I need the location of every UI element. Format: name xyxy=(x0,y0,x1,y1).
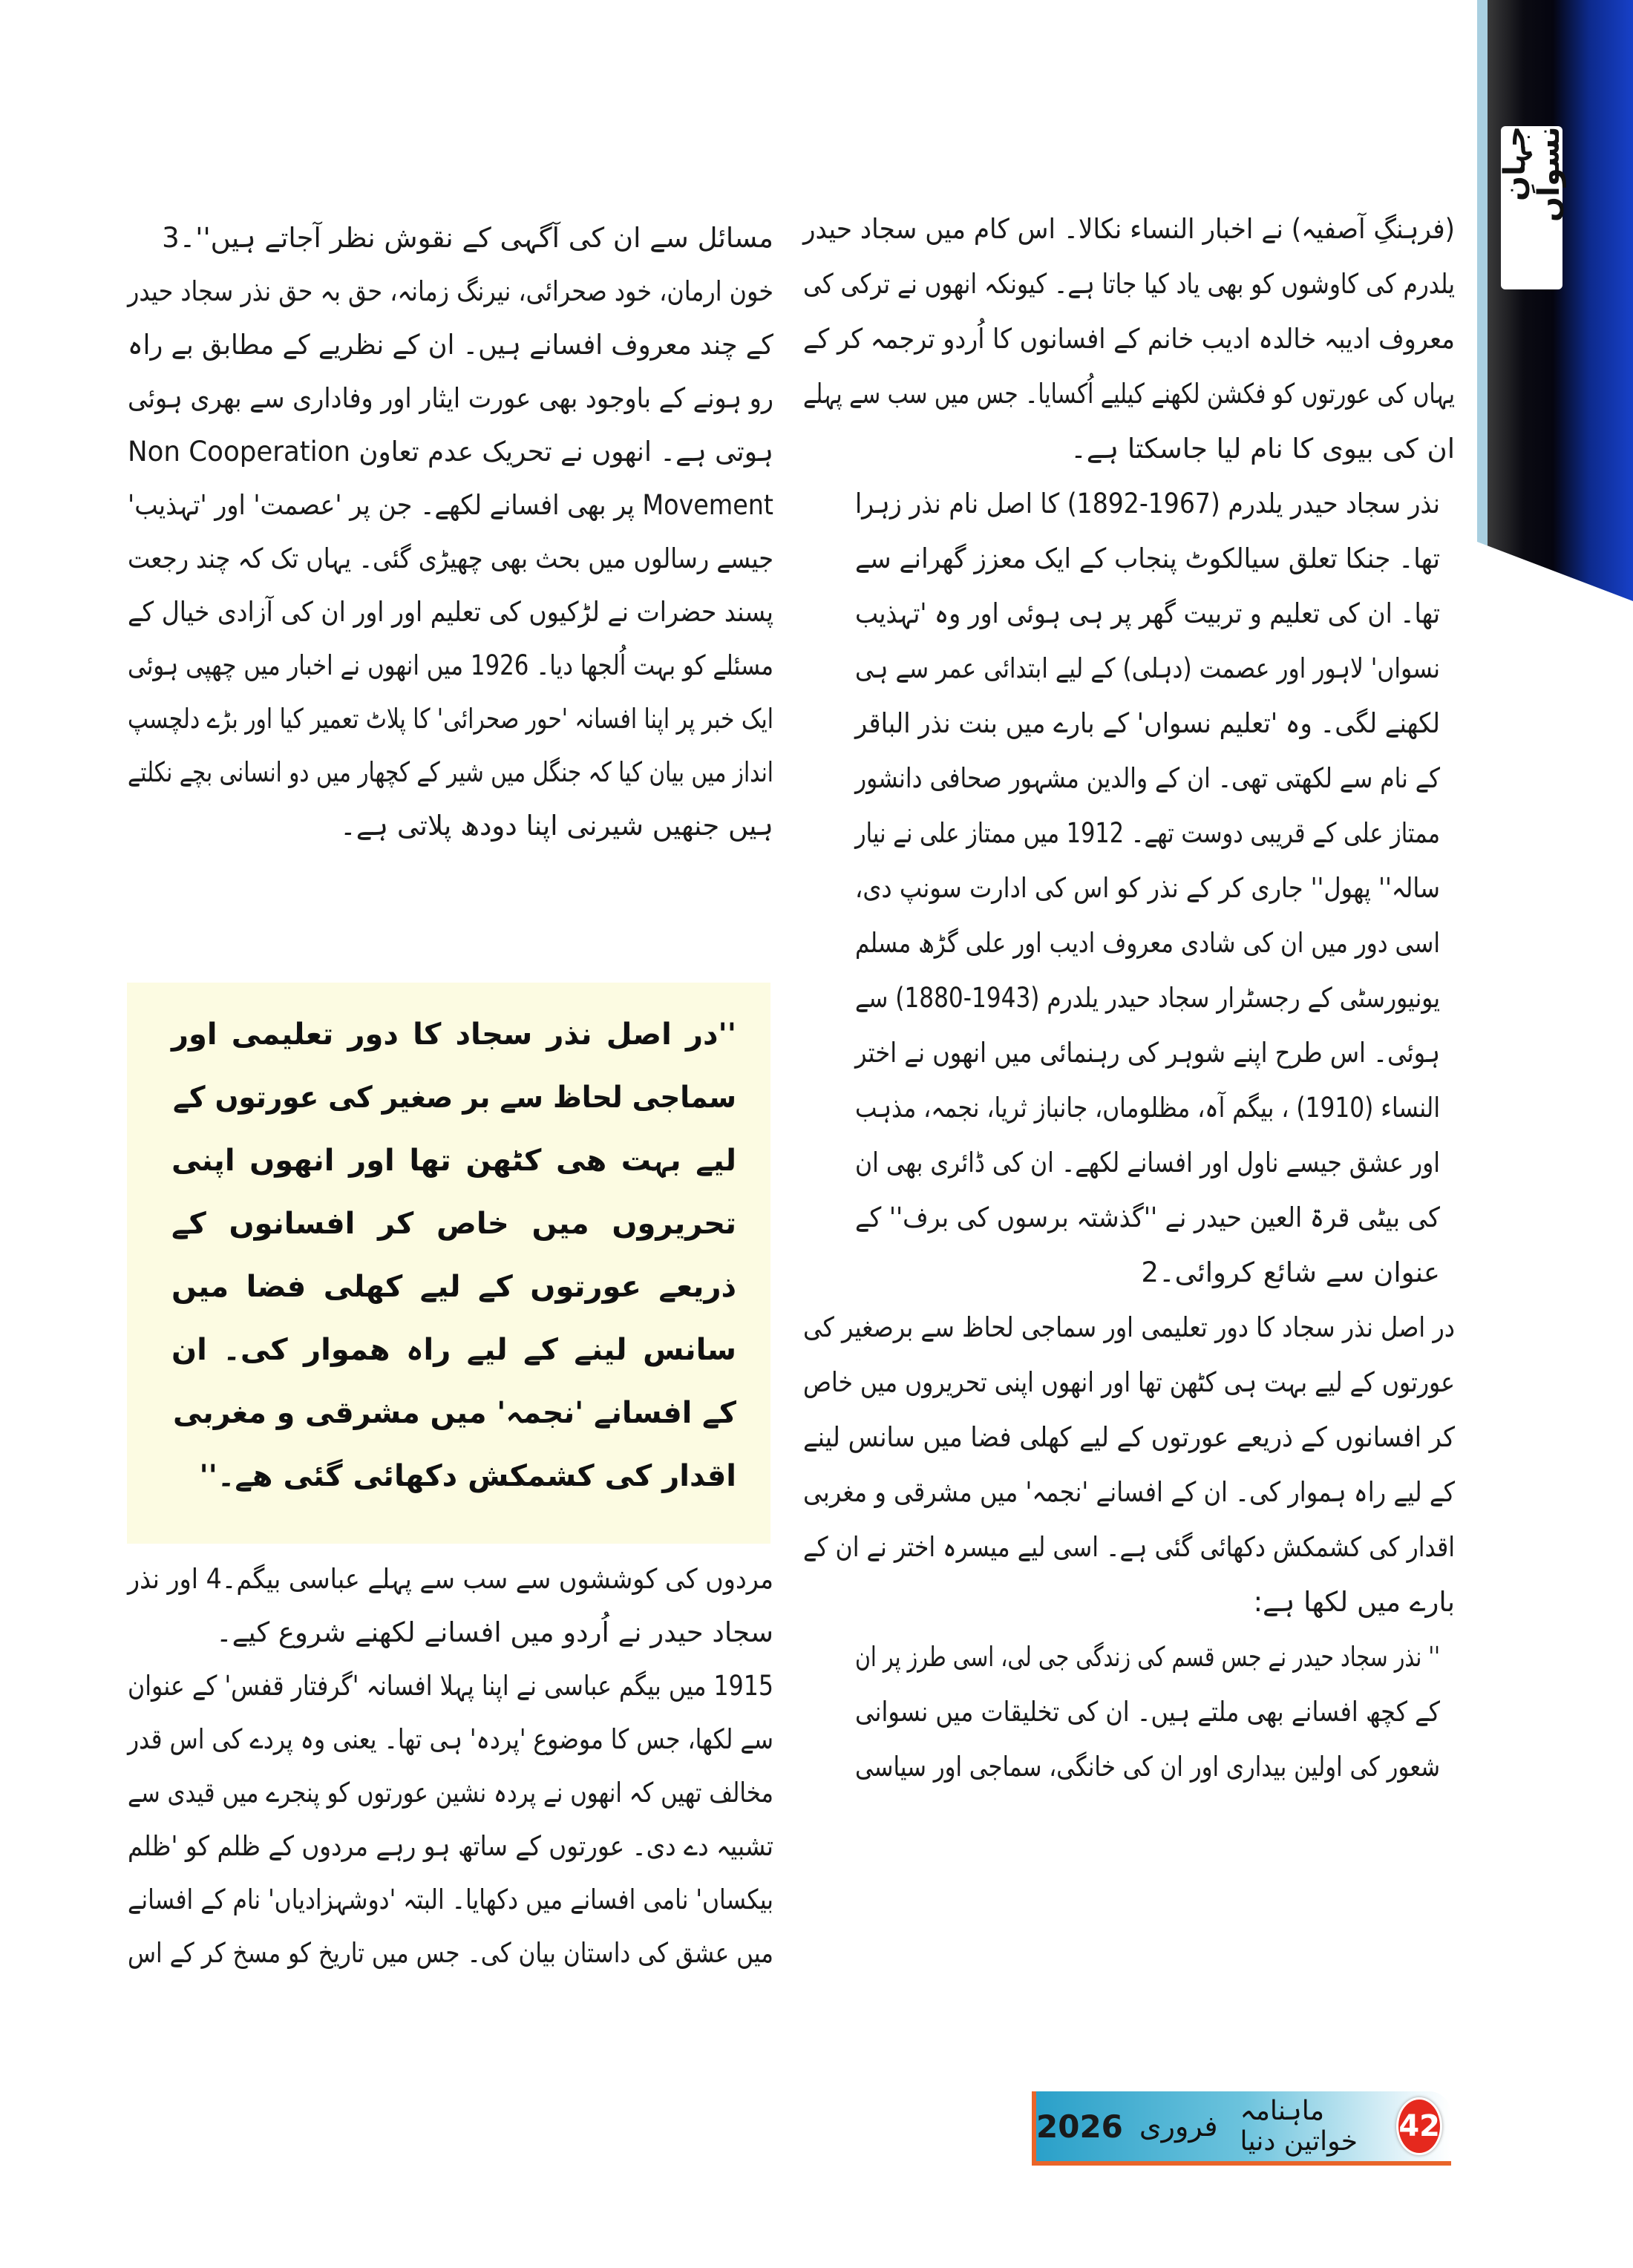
text-line: نسواں' لاہور اور عصمت (دہلی) کے لیے ابتدائی عمر سے ہی xyxy=(855,652,1440,684)
text-line: نذر سجاد حیدر یلدرم (1967-1892) کا اصل نام نذر زہرا xyxy=(854,488,1440,520)
pull-quote-line: اقدار کی کشمکش دکھائی گئی ھے۔'' xyxy=(199,1459,736,1493)
text-line: ایک خبر پر اپنا افسانہ 'حور صحرائی' کا پلاٹ تعمیر کیا اور بڑے دلچسپ xyxy=(128,703,774,735)
text-line: انداز میں بیان کیا کہ جنگل میں شیر کے کچھار میں دو انسانی بچے نکلتے xyxy=(128,756,773,788)
section-tab-banner xyxy=(1477,0,1633,601)
page-footer xyxy=(1032,2091,1451,2166)
text-line: عورتوں کے لیے بہت ہی کٹھن تھا اور انھوں اپنی تحریروں میں خاص xyxy=(802,1366,1455,1398)
text-line: سجاد حیدر نے اُردو میں افسانے لکھنے شروع کیے۔ xyxy=(215,1616,773,1648)
text-line: لکھنے لگی۔ وہ 'تعلیم نسواں' کے بارے میں بنت نذر الباقر xyxy=(854,707,1440,739)
text-line: جیسے رسالوں میں بحث بھی چھیڑی گئی۔ یہاں تک کہ چند رجعت xyxy=(128,543,773,574)
text-line: مسائل سے ان کی آگہی کے نقوش نظر آجاتے ہیں''۔3 xyxy=(162,222,773,254)
section-label xyxy=(1497,126,1566,289)
text-line: ہیں جنھیں شیرنی اپنا دودھ پلاتی ہے۔ xyxy=(340,810,773,842)
footer-month: فروری xyxy=(1139,2110,1218,2143)
text-line: یونیورسٹی کے رجسٹرار سجاد حیدر یلدرم (1943-1880) سے xyxy=(855,982,1440,1014)
text-line: پسند حضرات نے لڑکیوں کی تعلیم اور اور ان کی آزادی خیال کے xyxy=(128,596,773,628)
pull-quote-line: تحریروں میں خاص کر افسانوں کے xyxy=(171,1207,736,1241)
left-column-bottom xyxy=(126,1553,773,1980)
text-line: بیکساں' نامی افسانے میں دکھایا۔ البتہ 'دوشہزادیاں' نام کے افسانے xyxy=(128,1884,774,1915)
text-line: بارے میں لکھا ہے: xyxy=(1253,1586,1455,1618)
text-line: '' نذر سجاد حیدر نے جس قسم کی زندگی جی لی، اسی طرز پر ان xyxy=(855,1641,1440,1673)
text-line: تھا۔ ان کی تعلیم و تربیت گھر پر ہی ہوئی اور وہ 'تہذیب xyxy=(854,597,1440,629)
intro-paragraph xyxy=(802,202,1455,476)
pull-quote-box xyxy=(127,983,770,1544)
text-line: ہوتی ہے۔ انھوں نے تحریک عدم تعاون Non Cooperation xyxy=(127,436,774,468)
text-line: کر افسانوں کے ذریعے عورتوں کے لیے کھلی فضا میں سانس لینے xyxy=(803,1421,1455,1453)
text-line: خون ارمان، خود صحرائی، نیرنگ زمانہ، حق بہ حق نذر سجاد حیدر xyxy=(128,275,773,307)
text-line: اقدار کی کشمکش دکھائی گئی ہے۔ اسی لیے میسرہ اختر نے ان کے xyxy=(802,1531,1455,1563)
text-line: کے کچھ افسانے بھی ملتے ہیں۔ ان کی تخلیقات میں نسوانی xyxy=(854,1696,1440,1728)
right-column xyxy=(802,202,1455,1795)
text-line: مسئلے کو بہت اُلجھا دیا۔ 1926 میں انھوں نے اخبار میں چھپی ہوئی xyxy=(128,649,773,681)
text-line: کی بیٹی قرۃ العین حیدر نے ''گذشتہ برسوں کی برف'' کے xyxy=(855,1202,1440,1233)
text-line: مخالف تھیں کہ انھوں نے پردہ نشین عورتوں کو پنجرے میں قیدی سے xyxy=(127,1777,773,1809)
pull-quote-line: ذریعے عورتوں کے لیے کھلی فضا میں xyxy=(171,1270,736,1304)
section-label-text: جہانِ نسواں xyxy=(1497,126,1566,222)
pull-quote-line: لیے بہت ھی کٹھن تھا اور انھوں اپنی xyxy=(171,1144,736,1178)
text-line: کے نام سے لکھتی تھی۔ ان کے والدین مشہور صحافی دانشور xyxy=(855,762,1440,794)
text-line: شعور کی اولین بیداری اور ان کی خانگی، سماجی اور سیاسی xyxy=(854,1751,1440,1783)
text-line: اسی دور میں ان کی شادی معروف ادیب اور علی گڑھ مسلم xyxy=(854,927,1440,959)
citation-block xyxy=(802,1630,1455,1795)
text-line: رو ہونے کے باوجود بھی عورت ایثار اور وفاداری سے بھری ہوئی xyxy=(127,382,773,414)
text-line: (فرہنگِ آصفیہ) نے اخبار النساء نکالا۔ اس کام میں سجاد حیدر xyxy=(802,213,1455,245)
text-line: ان کی بیوی کا نام لیا جاسکتا ہے۔ xyxy=(1070,433,1455,465)
page-number-badge: 42 xyxy=(1396,2097,1442,2155)
left-column-top xyxy=(126,212,773,853)
text-line: تشبیہ دے دی۔ عورتوں کے ساتھ ہو رہے مردوں کے ظلم کو 'ظلم xyxy=(128,1830,773,1862)
text-line: ہوئی۔ اس طرح اپنے شوہر کی رہنمائی میں انھوں نے اختر xyxy=(854,1037,1440,1069)
magazine-name: ماہنامہ خواتین دنیا xyxy=(1240,2096,1358,2157)
pull-quote-line: ''در اصل نذر سجاد کا دور تعلیمی اور xyxy=(171,1017,736,1052)
text-line: یہاں کی عورتوں کو فکشن لکھنے کیلیے اُکسایا۔ جس میں سب سے پہلے xyxy=(802,378,1455,410)
text-line: میں عشق کی داستان بیان کی۔ جس میں تاریخ کو مسخ کر کے اس xyxy=(128,1937,773,1969)
text-line: ممتاز علی کے قریبی دوست تھے۔ 1912 میں ممتاز علی نے نیار xyxy=(855,817,1440,849)
text-line: کے لیے راہ ہموار کی۔ ان کے افسانے 'نجمہ' میں مشرقی و مغربی xyxy=(802,1476,1455,1508)
text-line: عنوان سے شائع کروائی۔2 xyxy=(1141,1256,1440,1288)
text-line: تھا۔ جنکا تعلق سیالکوٹ پنجاب کے ایک معزز گھرانے سے xyxy=(854,543,1440,574)
pull-quote-line: کے افسانے 'نجمہ' میں مشرقی و مغربی xyxy=(173,1396,737,1430)
text-line: اور عشق جیسے ناول اور افسانے لکھے۔ ان کی ڈائری بھی ان xyxy=(855,1147,1440,1179)
pull-quote-line: سماجی لحاظ سے بر صغیر کی عورتوں کے xyxy=(173,1081,737,1115)
pull-quote-line: سانس لینے کے لیے راہ ھموار کی۔ ان xyxy=(171,1333,736,1367)
footer-year: 2026 xyxy=(1036,2108,1123,2145)
text-line: معروف ادیبہ خالدہ ادیب خانم کے افسانوں کا اُردو ترجمہ کر کے xyxy=(803,323,1455,355)
text-line: Movement پر بھی افسانے لکھے۔ جن پر 'عصمت' اور 'تہذیب' xyxy=(128,489,773,521)
text-line: یلدرم کی کاوشوں کو بھی یاد کیا جاتا ہے۔ کیونکہ انھوں نے ترکی کی xyxy=(802,268,1455,300)
text-line: کے چند معروف افسانے ہیں۔ ان کے نظریے کے مطابق بے راہ xyxy=(128,329,774,361)
text-line: در اصل نذر سجاد کا دور تعلیمی اور سماجی لحاظ سے برصغیر کی xyxy=(802,1311,1455,1343)
text-line: سالہ'' پھول'' جاری کر کے نذر کو اس کی ادارت سونپ دی، xyxy=(854,872,1440,904)
text-line: مردوں کی کوششوں سے سب سے پہلے عباسی بیگم۔4 اور نذر xyxy=(128,1563,773,1595)
text-line: 1915 میں بیگم عباسی نے اپنا پہلا افسانہ 'گرفتار قفس' کے عنوان xyxy=(128,1670,773,1702)
text-line: سے لکھا، جس کا موضوع 'پردہ' ہی تھا۔ یعنی وہ پردے کی اس قدر xyxy=(128,1723,773,1755)
body-paragraph xyxy=(802,1300,1455,1630)
text-line: النساء (1910) ، بیگم آہ، مظلوماں، جانباز ثریا، نجمہ، مذہب xyxy=(855,1092,1440,1124)
bio-block xyxy=(802,476,1455,1300)
